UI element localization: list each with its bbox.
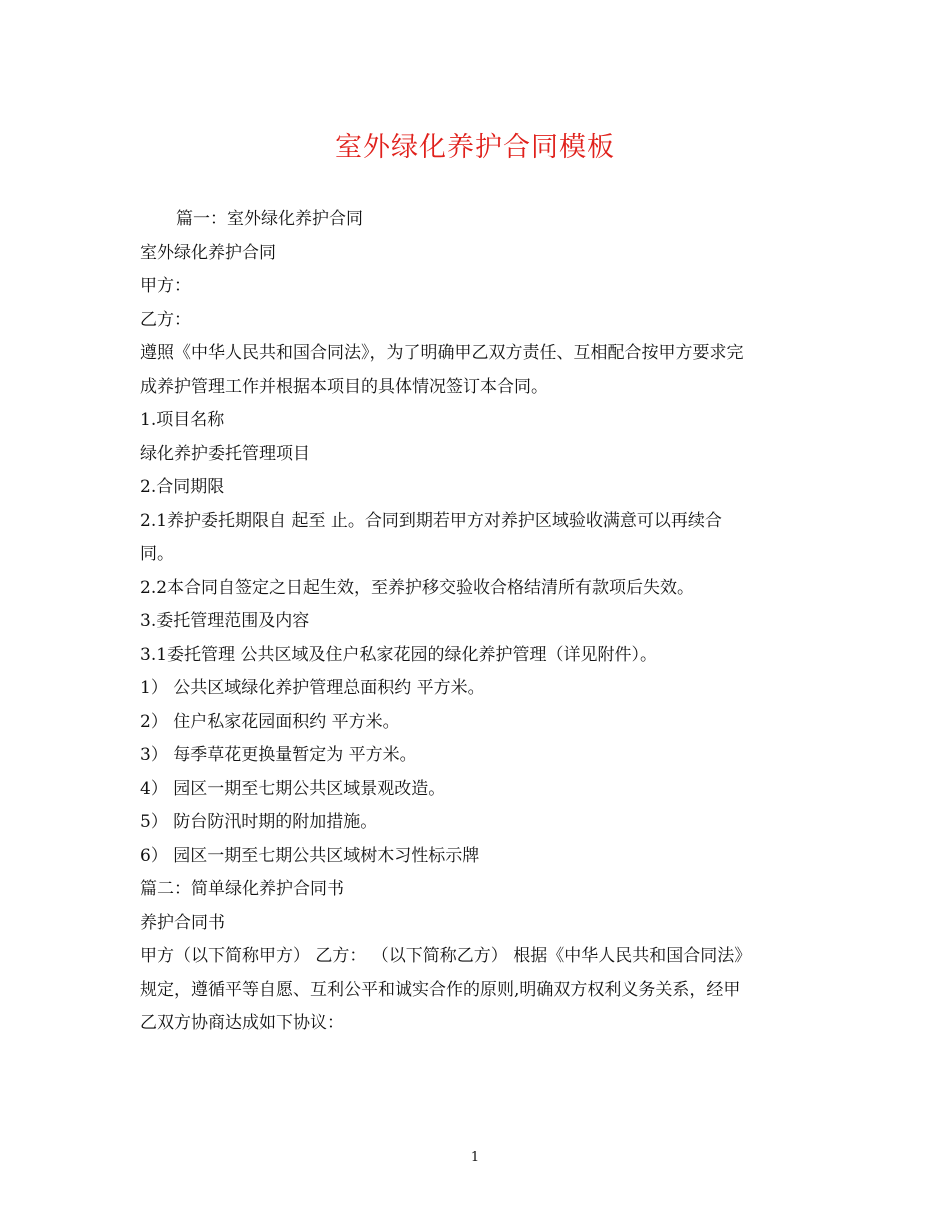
list-item: 1） 公共区域绿化养护管理总面积约 平方米。 <box>140 678 485 698</box>
paragraph-line: 养护合同书 <box>140 912 225 933</box>
page-number: 1 <box>470 1150 480 1165</box>
list-item: 2） 住户私家花园面积约 平方米。 <box>140 711 400 732</box>
paragraph-line: 乙双方协商达成如下协议： <box>140 1013 344 1033</box>
clause-heading: 1.项目名称 <box>140 410 225 430</box>
paragraph-line: 同。 <box>140 544 174 564</box>
clause-heading: 2.合同期限 <box>140 477 225 497</box>
document-title: 室外绿化养护合同模板 <box>335 132 615 163</box>
party-b-line: 乙方： <box>140 309 191 330</box>
list-item: 6） 园区一期至七期公共区域树木习性标示牌 <box>140 845 480 866</box>
section-heading-2: 篇二：简单绿化养护合同书 <box>140 879 344 899</box>
paragraph-line: 遵照《中华人民共和国合同法》，为了明确甲乙双方责任、互相配合按甲方要求完 <box>140 343 744 363</box>
paragraph-line: 2.2本合同自签定之日起生效，至养护移交验收合格结清所有款项后失效。 <box>140 577 695 598</box>
paragraph-line: 成养护管理工作并根据本项目的具体情况签订本合同。 <box>140 376 548 397</box>
paragraph-line: 3.1委托管理 公共区域及住户私家花园的绿化养护管理（详见附件）。 <box>140 644 657 665</box>
paragraph-line: 2.1养护委托期限自 起至 止。合同到期若甲方对养护区域验收满意可以再续合 <box>140 510 722 531</box>
document-body <box>140 203 820 1041</box>
party-a-line: 甲方： <box>140 276 191 296</box>
list-item: 5） 防台防汛时期的附加措施。 <box>140 812 378 832</box>
clause-heading: 3.委托管理范围及内容 <box>140 611 310 631</box>
paragraph-line: 规定，遵循平等自愿、互利公平和诚实合作的原则,明确双方权利义务关系，经甲 <box>140 979 741 1000</box>
list-item: 3） 每季草花更换量暂定为 平方米。 <box>140 745 417 765</box>
paragraph-line: 绿化养护委托管理项目 <box>140 443 310 464</box>
list-item: 4） 园区一期至七期公共区域景观改造。 <box>140 778 446 799</box>
section-heading-1: 篇一：室外绿化养护合同 <box>176 209 363 229</box>
paragraph-line: 甲方（以下简称甲方） 乙方： （以下简称乙方） 根据《中华人民共和国合同法》 <box>140 946 752 966</box>
paragraph-line: 室外绿化养护合同 <box>140 242 276 263</box>
